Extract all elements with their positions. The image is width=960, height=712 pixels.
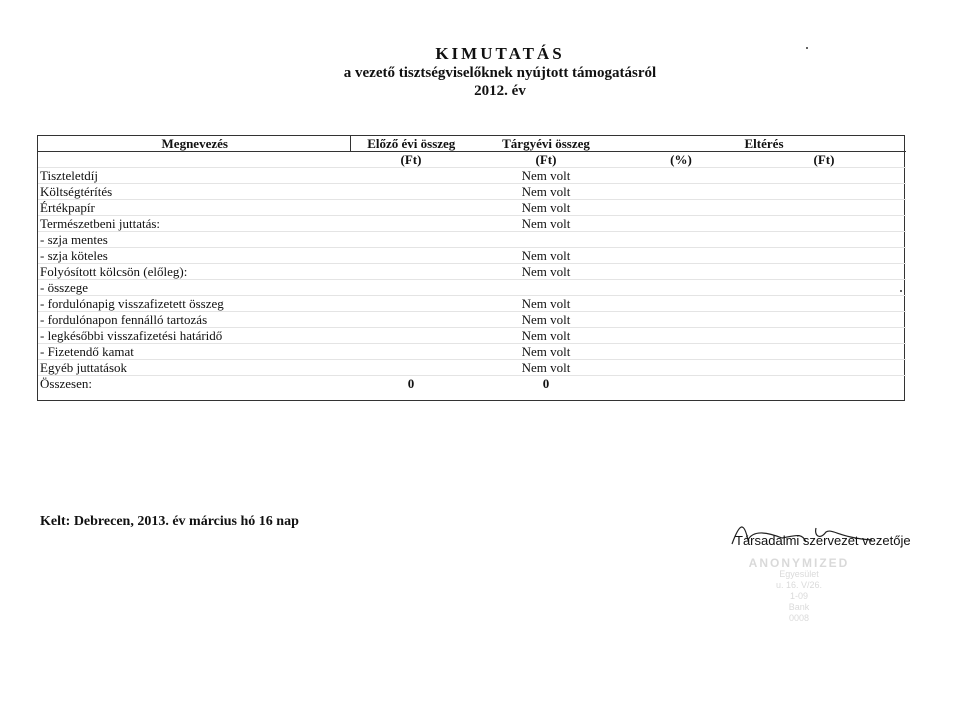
- cell-name: Összesen:: [38, 376, 350, 392]
- cell-pct: [620, 376, 740, 392]
- cell-pct: [620, 184, 740, 200]
- cell-name: - legkésőbbi visszafizetési határidő: [38, 328, 350, 344]
- cell-pct: [620, 168, 740, 184]
- table-row: [38, 168, 906, 184]
- cell-curr: Nem volt: [470, 312, 620, 328]
- cell-curr: 0: [470, 376, 620, 392]
- cell-prev: [350, 184, 470, 200]
- unit-ft: (Ft): [813, 152, 835, 167]
- table-row: [38, 248, 906, 264]
- cell-prev: [350, 344, 470, 360]
- stamp-line: Egyesület: [779, 569, 819, 579]
- cell-curr: Nem volt: [470, 200, 620, 216]
- cell-prev: [350, 264, 470, 280]
- cell-ft: [740, 200, 906, 216]
- header-diff: Eltérés: [620, 136, 906, 152]
- signature-label: Társadalmi szervezet vezetője: [735, 533, 911, 548]
- table-row: [38, 216, 906, 232]
- cell-curr: Nem volt: [470, 184, 620, 200]
- table-row: [38, 344, 906, 360]
- cell-prev: [350, 312, 470, 328]
- cell-ft: [740, 296, 906, 312]
- document-year: 2012. év: [474, 83, 526, 99]
- cell-pct: [620, 232, 740, 248]
- cell-curr: Nem volt: [470, 248, 620, 264]
- cell-ft: [740, 328, 906, 344]
- cell-name: - Fizetendő kamat: [38, 344, 350, 360]
- table-header-row: [38, 136, 906, 152]
- unit-name: [38, 152, 350, 168]
- stamp-line: u. 16. V/26.: [775, 580, 823, 590]
- stamp-line: 0008: [788, 613, 810, 623]
- cell-name: - összege: [38, 280, 350, 296]
- cell-pct: [620, 248, 740, 264]
- cell-curr: Nem volt: [470, 168, 620, 184]
- cell-curr: [470, 280, 620, 296]
- cell-name: Egyéb juttatások: [38, 360, 350, 376]
- cell-prev: [350, 328, 470, 344]
- header-prev: Előző évi összeg: [350, 136, 470, 152]
- header-name: Megnevezés: [38, 136, 350, 152]
- cell-pct: [620, 280, 740, 296]
- cell-ft: [740, 344, 906, 360]
- cell-ft: [740, 376, 906, 392]
- document-title-block: [0, 44, 960, 100]
- cell-pct: [620, 264, 740, 280]
- cell-pct: [620, 344, 740, 360]
- cell-ft: [740, 216, 906, 232]
- cell-name: Tiszteletdíj: [38, 168, 350, 184]
- cell-pct: [620, 360, 740, 376]
- cell-pct: [620, 312, 740, 328]
- stamp-line: Bank: [788, 602, 810, 612]
- scan-speck: [806, 47, 808, 49]
- table-row: [38, 328, 906, 344]
- cell-curr: Nem volt: [470, 296, 620, 312]
- support-table: [37, 135, 905, 401]
- table-row: [38, 312, 906, 328]
- cell-name: - szja köteles: [38, 248, 350, 264]
- cell-curr: [470, 232, 620, 248]
- place-and-date: Kelt: Debrecen, 2013. év március hó 16 nap: [40, 514, 299, 529]
- table-row: [38, 376, 906, 392]
- cell-prev: [350, 280, 470, 296]
- cell-name: - fordulónapig visszafizetett összeg: [38, 296, 350, 312]
- cell-prev: [350, 248, 470, 264]
- cell-name: Természetbeni juttatás:: [38, 216, 350, 232]
- table-row: [38, 296, 906, 312]
- cell-pct: [620, 200, 740, 216]
- cell-prev: [350, 216, 470, 232]
- cell-ft: [740, 248, 906, 264]
- cell-name: - szja mentes: [38, 232, 350, 248]
- cell-ft: [740, 312, 906, 328]
- cell-ft: [740, 184, 906, 200]
- cell-name: Értékpapír: [38, 200, 350, 216]
- cell-prev: [350, 296, 470, 312]
- cell-name: - fordulónapon fennálló tartozás: [38, 312, 350, 328]
- stamp-name: ANONYMIZED: [748, 556, 850, 570]
- cell-pct: [620, 216, 740, 232]
- table-row: [38, 264, 906, 280]
- cell-curr: Nem volt: [470, 216, 620, 232]
- cell-prev: [350, 200, 470, 216]
- cell-prev: [350, 360, 470, 376]
- unit-pct: (%): [670, 152, 692, 167]
- cell-ft: [740, 280, 906, 296]
- cell-name: Költségtérítés: [38, 184, 350, 200]
- cell-prev: 0: [350, 376, 470, 392]
- table-row: [38, 232, 906, 248]
- unit-curr: (Ft): [535, 152, 557, 167]
- cell-prev: [350, 168, 470, 184]
- table-row: [38, 200, 906, 216]
- cell-curr: Nem volt: [470, 360, 620, 376]
- cell-ft: [740, 232, 906, 248]
- header-curr: Tárgyévi összeg: [470, 136, 620, 152]
- document-subtitle: a vezető tisztségviselőknek nyújtott támogatásról: [343, 65, 657, 81]
- scan-speck: [900, 290, 902, 292]
- cell-curr: Nem volt: [470, 264, 620, 280]
- cell-ft: [740, 168, 906, 184]
- cell-name: Folyósított kölcsön (előleg):: [38, 264, 350, 280]
- unit-prev: (Ft): [400, 152, 422, 167]
- table-unit-row: [38, 152, 906, 168]
- cell-ft: [740, 264, 906, 280]
- table-row: [38, 280, 906, 296]
- cell-curr: Nem volt: [470, 344, 620, 360]
- cell-curr: Nem volt: [470, 328, 620, 344]
- cell-pct: [620, 296, 740, 312]
- document-title: KIMUTATÁS: [435, 44, 565, 63]
- cell-pct: [620, 328, 740, 344]
- cell-prev: [350, 232, 470, 248]
- stamp-line: 1-09: [789, 591, 808, 601]
- table-row: [38, 184, 906, 200]
- table-row: [38, 360, 906, 376]
- cell-ft: [740, 360, 906, 376]
- faded-stamp: [714, 558, 884, 628]
